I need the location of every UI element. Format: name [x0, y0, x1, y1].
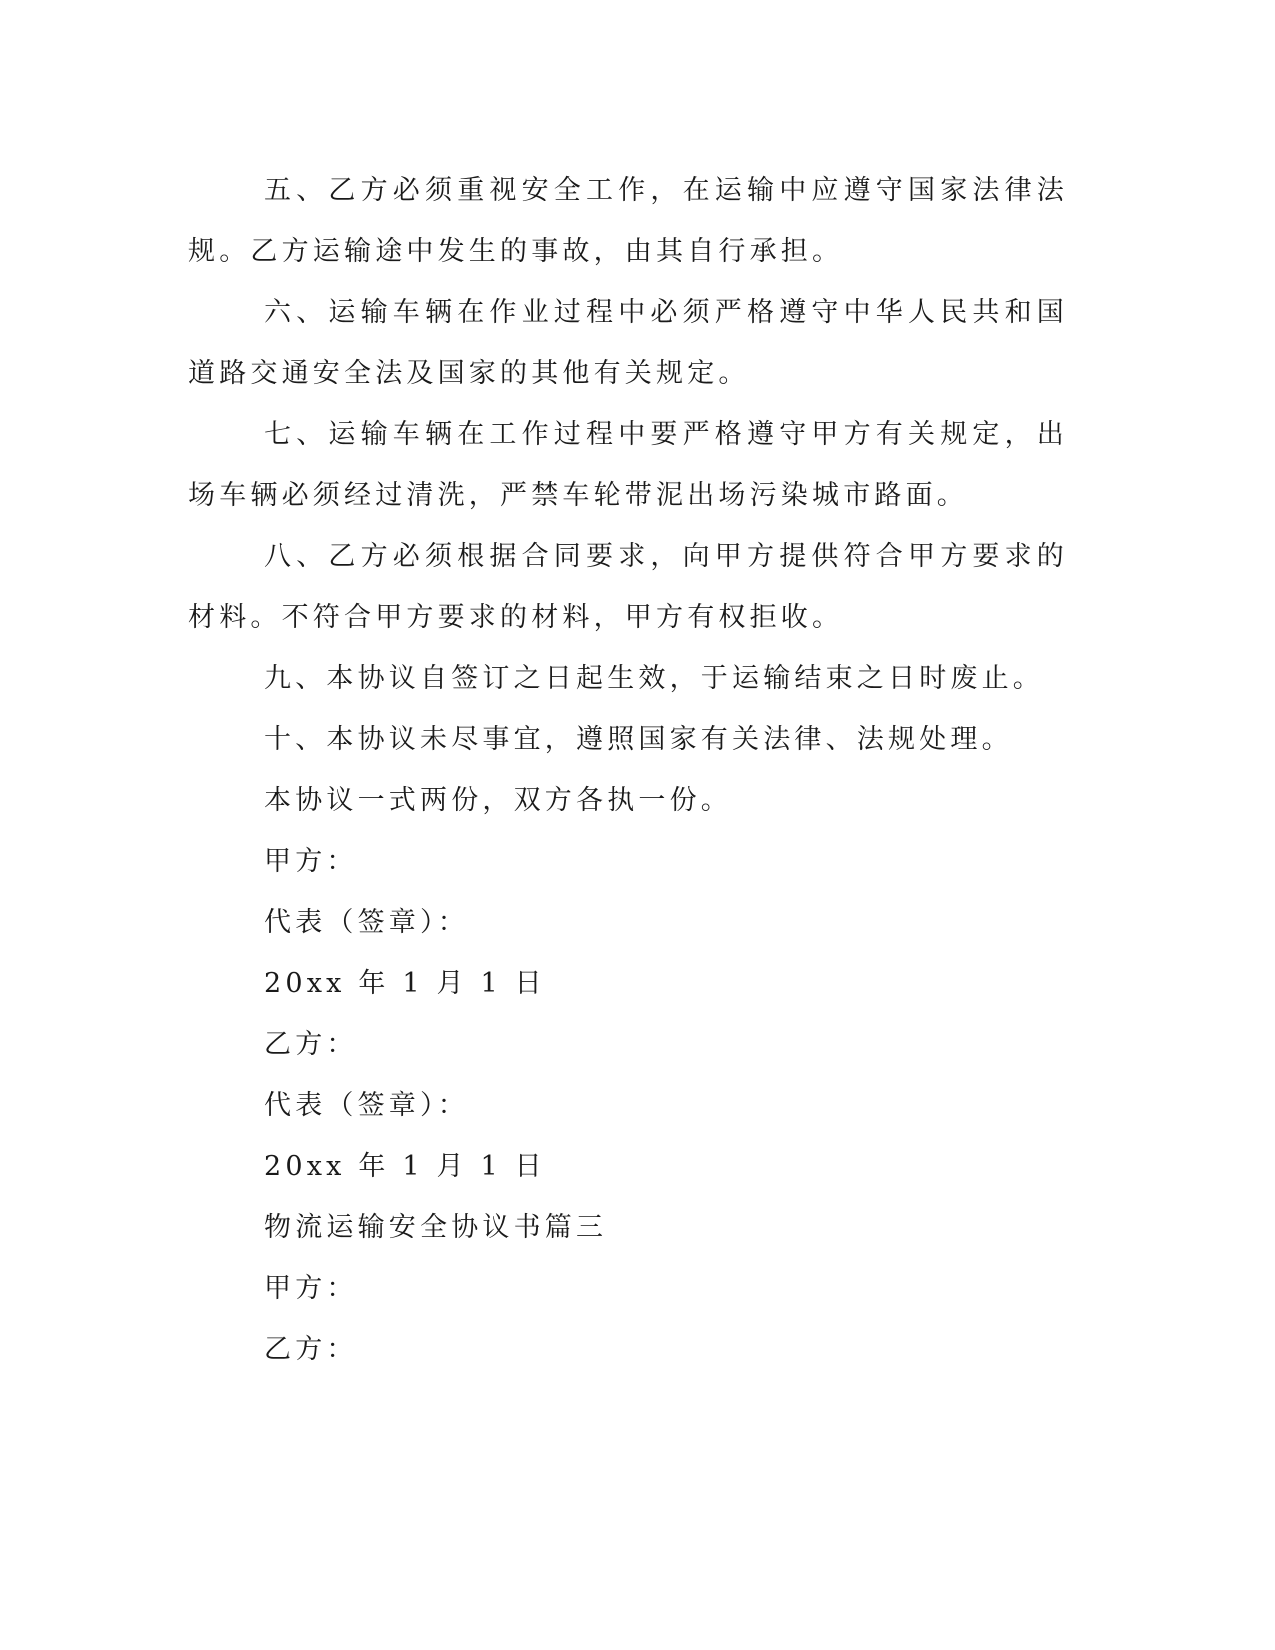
party-b-date: 20xx 年 1 月 1 日 — [264, 1151, 546, 1182]
section-title: 物流运输安全协议书篇三 — [264, 1212, 608, 1243]
section-party-a: 甲方： — [264, 1273, 358, 1304]
clause-8: 八、乙方必须根据合同要求，向甲方提供符合甲方要求的材料。不符合甲方要求的材料，甲方有权拒收。 — [188, 541, 1068, 633]
clause-5: 五、乙方必须重视安全工作，在运输中应遵守国家法律法规。乙方运输途中发生的事故，由其自行承担。 — [188, 175, 1068, 267]
party-a-date: 20xx 年 1 月 1 日 — [264, 968, 546, 999]
section-party-b: 乙方： — [264, 1334, 358, 1365]
copies-note: 本协议一式两份，双方各执一份。 — [264, 785, 732, 816]
clause-7: 七、运输车辆在工作过程中要严格遵守甲方有关规定，出场车辆必须经过清洗，严禁车轮带泥出场污染城市路面。 — [188, 419, 1068, 511]
party-a-label: 甲方： — [264, 846, 358, 877]
clause-10: 十、本协议未尽事宜，遵照国家有关法律、法规处理。 — [264, 724, 1013, 755]
party-b-label: 乙方： — [264, 1029, 358, 1060]
party-a-representative: 代表（签章）： — [264, 907, 469, 938]
clause-9: 九、本协议自签订之日起生效，于运输结束之日时废止。 — [264, 663, 1044, 694]
clause-6: 六、运输车辆在作业过程中必须严格遵守中华人民共和国道路交通安全法及国家的其他有关规定。 — [188, 297, 1068, 389]
party-b-representative: 代表（签章）： — [264, 1090, 469, 1121]
